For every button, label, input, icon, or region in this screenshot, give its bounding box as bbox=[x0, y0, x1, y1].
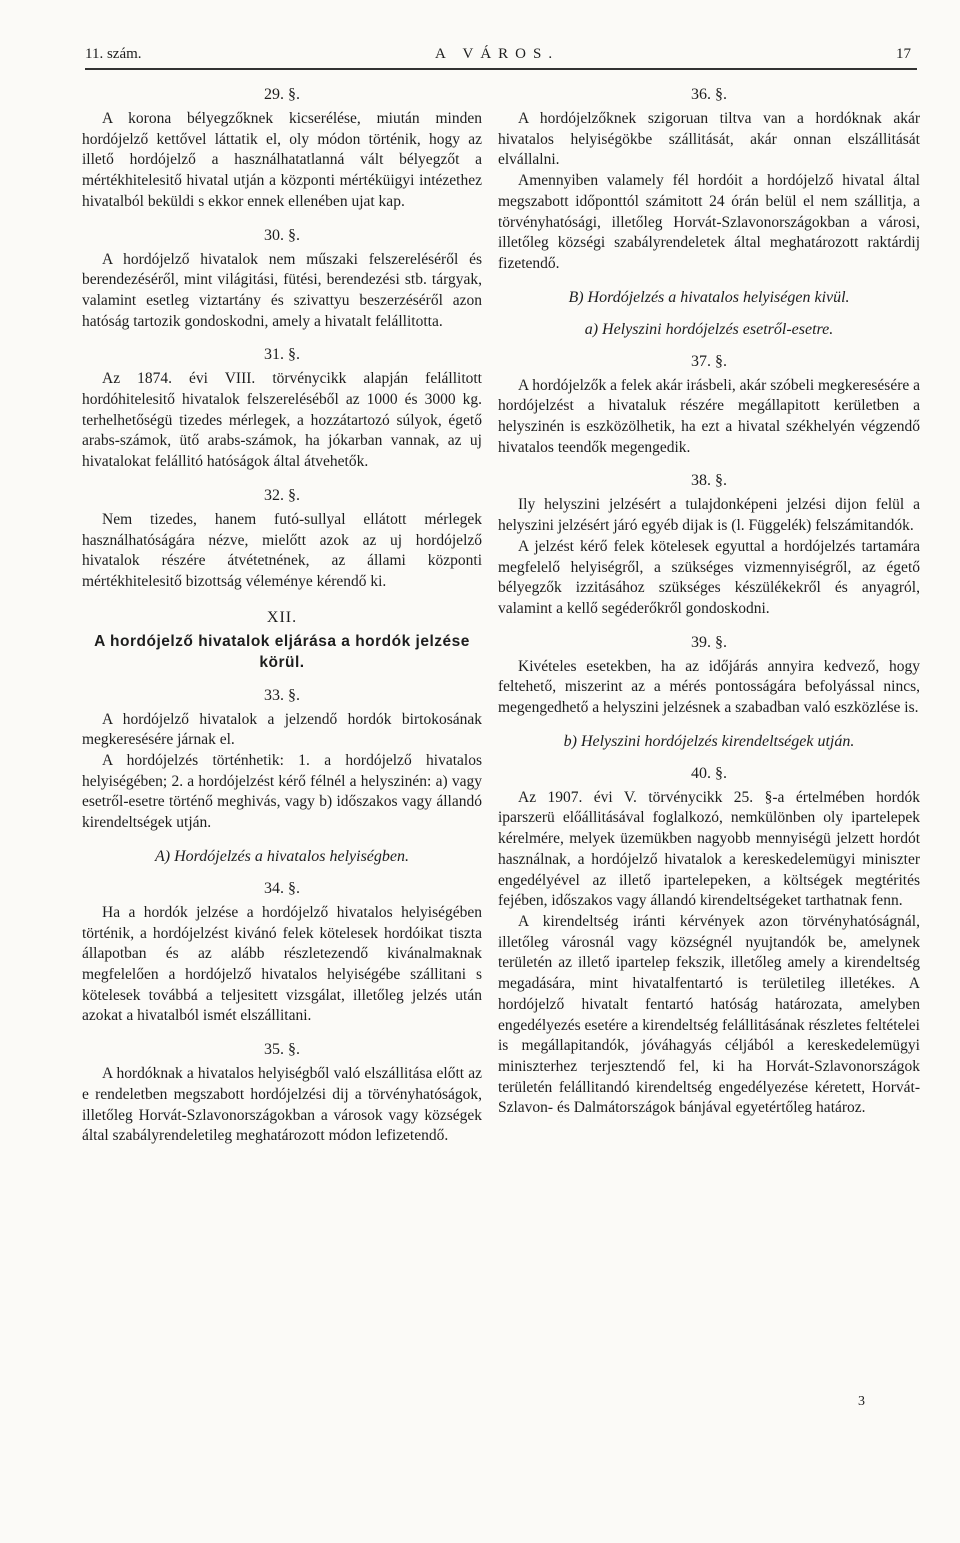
section-32-text: Nem tizedes, hanem futó-sullyal ellátott mérlegek használhatóságára nézve, mielőtt azok az uj hordójelző hivatalok részére átvétetnének, az állami központi mértékhitelesitő bizottság véleménye kérendő ki. bbox=[82, 510, 482, 590]
journal-title: A VÁROS. bbox=[435, 46, 560, 62]
page-header bbox=[85, 44, 917, 70]
section-40-text-1: Az 1907. évi V. törvénycikk 25. §-a értelmében hordók iparszerü előállitásával foglalkozó, nemkülönben oly ipartelepek kérelmére, melyek üzemükben nagyobb mennyiségü jelzett hordót használnak, a hordójelző hivatalok a kereskedelemügyi miniszter engedélyével az illető ipartelepeken, a költségek megtérités fejében, időszakos vagy állandó kirendeltségeket tarthatnak fenn. bbox=[498, 788, 920, 910]
subheading-b-branch: b) Helyszini hordójelzés kirendeltségek utján. bbox=[563, 732, 855, 750]
section-31-title: 31. §. bbox=[264, 346, 300, 364]
subheading-a-onsite: a) Helyszini hordójelzés esetről-esetre. bbox=[584, 320, 834, 338]
section-37-title: 37. §. bbox=[691, 352, 727, 370]
section-34-title: 34. §. bbox=[264, 879, 300, 897]
section-29-text: A korona bélyegzőknek kicserélése, miután minden hordójelző kettővel láttatik el, oly módon történik, hogy az illető hordójelző a használhatatlanná vált bélyegzőt a mértékhitelesitő hivatal utján a központi mértéküigyi intézethez hivatalból beküldi s ekkor ennek ellenében ujat kap. bbox=[82, 110, 482, 210]
issue-number: 11. szám. bbox=[85, 46, 142, 62]
section-40-title: 40. §. bbox=[691, 764, 727, 782]
left-column bbox=[82, 78, 482, 1159]
section-29-title: 29. §. bbox=[264, 86, 300, 103]
section-40-text-2: A kirendeltség iránti kérvények azon törvényhatóságnál, illetőleg városnál vagy községnél nyujtandók be, amelynek területén az illető ipartelep fekszik, illetőleg amely a kirendeltség megadására, mint hivatalfentartó is területileg illetékes. A hordójelző hivatalt fentartó hatóság határozata, amelyben engedélyezés esetére a kirendeltség felállitásának részletes feltételei is megállapitandók, jóváhagyás céljából a kereskedelemügyi miniszterhez terjesztendő fel, ki ha Horvát-Szlavonországok területén felállitandó kirendeltség engedélyezése kéretett, Horvát-Szlavon- és Dalmátországok bánjával egyetértőleg határoz. bbox=[498, 912, 920, 1117]
chapter-title: A hordójelző hivatalok eljárása a hordók jelzése körül. bbox=[94, 632, 470, 671]
page-number: 17 bbox=[896, 46, 911, 62]
section-39-title: 39. §. bbox=[691, 633, 727, 651]
section-33-title: 33. §. bbox=[264, 686, 300, 704]
chapter-number: XII. bbox=[266, 608, 298, 626]
section-34-text: Ha a hordók jelzése a hordójelző hivatalos helyiségében történik, a hordójelzést kivánó felek kötelesek hordóikat tiszta állapotban és az alább részletezendő kivánalmaknak megfelelően a hordójelző hivatalos helyiségébe szállitani s kötelesek továbbá a teljesitett vizsgálat, illetőleg jelzés után azokat a hivatalból ismét elszállitani. bbox=[82, 903, 482, 1025]
section-39-text: Kivételes esetekben, ha az időjárás annyira kedvező, hogy feltehető, miszerint az a mérés pontosságára befolyással nincs, megengedhető a helyszini jelzésnek a szabadban való eszközlése is. bbox=[498, 657, 920, 717]
section-33-text-2: A hordójelzés történhetik: 1. a hordójelző hivatalos helyiségében; 2. a hordójelzést kérő félnél a helyszinén: a) vagy esetről-esetre történő meghivás, vagy b) időszakos vagy állandó kirendeltségek utján. bbox=[82, 752, 482, 832]
section-36-title: 36. §. bbox=[691, 86, 727, 103]
section-38-title: 38. §. bbox=[691, 472, 727, 490]
right-column bbox=[498, 78, 920, 1131]
section-33-text-1: A hordójelző hivatalok a jelzendő hordók birtokosának megkeresésére járnak el. bbox=[82, 710, 482, 749]
subheading-a: A) Hordójelzés a hivatalos helyiségben. bbox=[154, 847, 410, 865]
signature-mark: 3 bbox=[858, 1394, 865, 1409]
section-36-text-1: A hordójelzőknek szigoruan tiltva van a hordóknak akár hivatalos helyiségökbe szállitását, akár onnan elszállitását elvállalni. bbox=[498, 110, 920, 169]
section-38-text-2: A jelzést kérő felek kötelesek egyuttal a hordójelzés tartamára megfelelő helyiségről, a szükséges vizmennyiségről, az égető bélyegzők izzitásához szükséges készülékekről és anyagról, valamint a kellő segéderőkről gondoskodni. bbox=[498, 537, 920, 617]
section-36-text-2: Amennyiben valamely fél hordóit a hordójelző hivatal által megszabott időponttól számitott 24 órán belül el nem szállitja, a törvényhatósági, illetőleg Horvát-Szlavonországokban a városi, illetőleg községi szabályrendeletek által meghatározott raktárdij fizetendő. bbox=[498, 172, 920, 272]
section-30-title: 30. §. bbox=[264, 226, 300, 244]
section-37-text: A hordójelzők a felek akár irásbeli, akár szóbeli megkeresésére a hordójelzést a hivataluk részére megállapitott kerületben a helyszinén is eszközölhetik, ha ezt a hivatal székhelyén végzendő hivatalos teendők megengedik. bbox=[498, 376, 920, 456]
subheading-b: B) Hordójelzés a hivatalos helyiségen kivül. bbox=[568, 288, 850, 306]
section-32-title: 32. §. bbox=[264, 486, 300, 504]
section-35-title: 35. §. bbox=[264, 1041, 300, 1059]
section-31-text: Az 1874. évi VIII. törvénycikk alapján felállitott hordóhitelesitő hivatalok felszereléséből az 1000 és 3000 kg. terhelhetőségü tizedes mérlegek, a hozzátartozó súlyok, égető arabs-számok, ütő arabs-számok, ha jókarban vannak, az uj hivatalokat felállitó hatóságok által átvehetők. bbox=[82, 370, 482, 471]
section-38-text-1: Ily helyszini jelzésért a tulajdonképeni jelzési dijon felül a helyszini jelzésért járó egyéb dijak is (l. Függelék) felszámitandók. bbox=[498, 496, 920, 535]
section-30-text: A hordójelző hivatalok nem műszaki felszereléséről és berendezéséről, mint világitási, fütési, berendezési stb. tárgyak, valamint esetleg viztartány és szivattyu beszerzéséről azon hatóság tartozik gondoskodni, amely a hivatalt felállitotta. bbox=[82, 250, 482, 330]
section-35-text: A hordóknak a hivatalos helyiségből való elszállitása előtt az e rendeletben megszabott hordójelzési dij a törvényhatóságok, illetőleg Horvát-Szlavonországokban a városok vagy községek által szabályrendeletileg meghatározott módon lefizetendő. bbox=[82, 1065, 482, 1145]
